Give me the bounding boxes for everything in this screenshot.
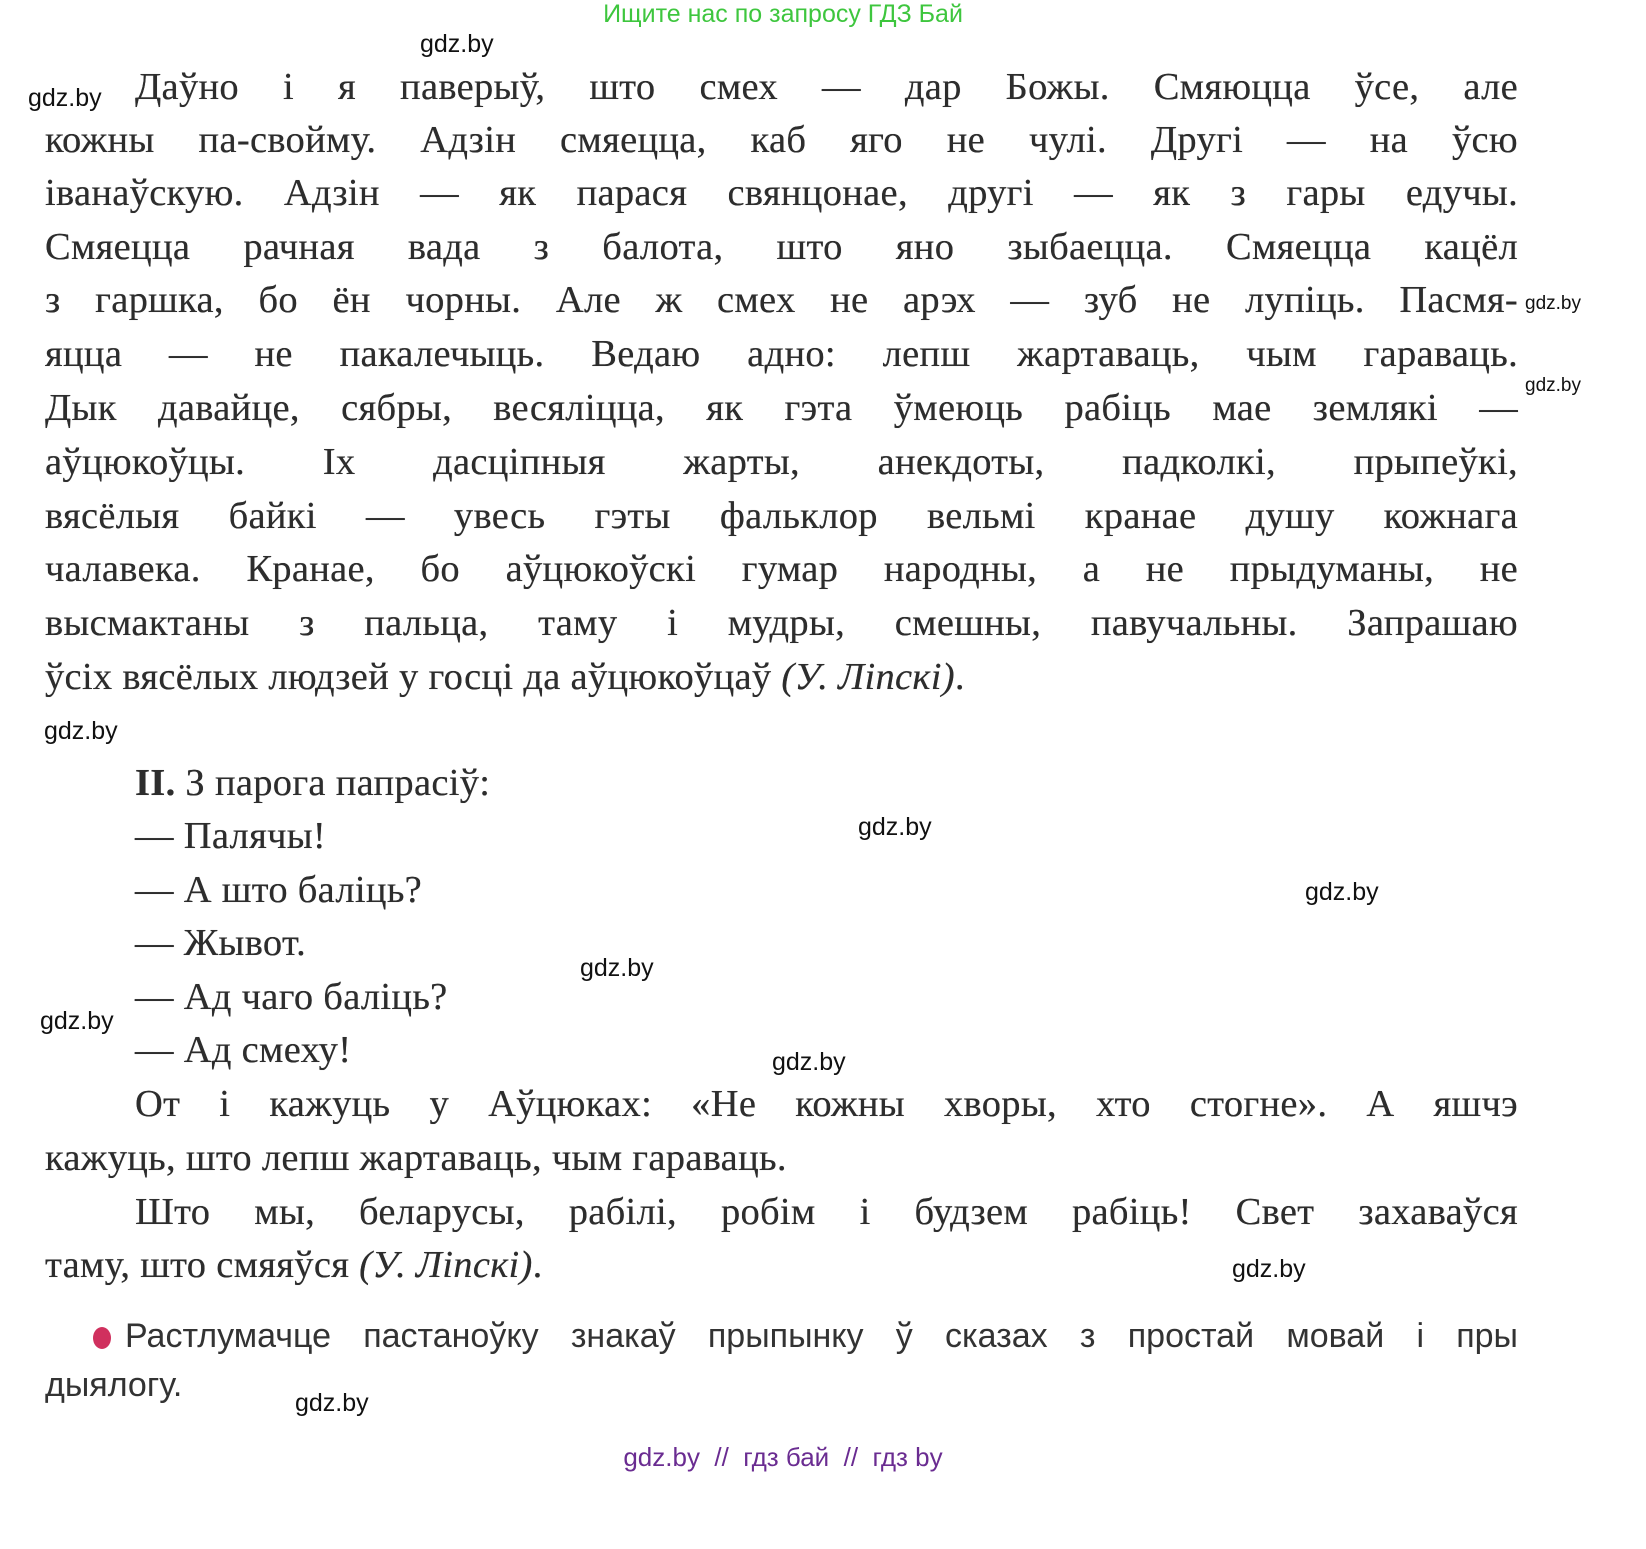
text-line: Смяецца рачная вада з балота, што яно зыбаецца. Смяецца кацёл xyxy=(45,226,1518,268)
section-heading xyxy=(135,757,1518,809)
dialogue-line: — А што баліць? xyxy=(135,869,423,911)
text-line: Што мы, беларусы, рабілі, робім і будзем рабіць! Свет захаваўся xyxy=(135,1191,1518,1233)
text-line: кажуць, што лепш жартаваць, чым гараваць. xyxy=(45,1137,787,1179)
watermark: gdz.by xyxy=(580,954,654,982)
header-banner: Ищите нас по запросу ГДЗ Бай xyxy=(603,0,963,28)
text-line: чалавека. Кранае, бо аўцюкоўскі гумар народны, а не прыдуманы, не xyxy=(45,548,1518,590)
section-number: II. xyxy=(135,762,176,804)
author-citation: (У. Ліпскі) xyxy=(359,1244,533,1286)
text-line: іванаўскую. Адзін — як парася свянцонае, другі — як з гары едучы. xyxy=(45,172,1518,214)
line-text: ўсіх вясёлых людзей у госці да аўцюкоўцаў xyxy=(45,656,782,698)
watermark: gdz.by xyxy=(772,1048,846,1076)
watermark: gdz.by xyxy=(44,717,118,745)
period: . xyxy=(532,1244,543,1286)
dialogue-line: — Жывот. xyxy=(135,922,307,964)
line-text: таму, што смяяўся xyxy=(45,1244,360,1286)
section-text: З парога папрасіў: xyxy=(175,762,491,804)
question-line: дыялогу. xyxy=(45,1366,183,1404)
text-line: Даўно і я паверыў, што смех — дар Божы. Смяюцца ўсе, але xyxy=(135,66,1518,108)
watermark: gdz.by xyxy=(1525,293,1581,314)
text-line: вясёлыя байкі — увесь гэты фальклор вельмі кранае душу кожнага xyxy=(45,495,1518,537)
watermark: gdz.by xyxy=(1305,878,1379,906)
watermark: gdz.by xyxy=(28,84,102,112)
watermark: gdz.by xyxy=(1525,375,1581,396)
dialogue-line: — Палячы! xyxy=(135,815,327,857)
text-line: От і кажуць у Аўцюках: «Не кожны хворы, хто стогне». А яшчэ xyxy=(135,1083,1518,1125)
bullet-icon xyxy=(93,1327,111,1349)
watermark: gdz.by xyxy=(858,813,932,841)
author-citation: (У. Ліпскі) xyxy=(781,656,955,698)
watermark: gdz.by xyxy=(420,30,494,58)
footer-links: gdz.by // гдз бай // гдз by xyxy=(623,1442,943,1472)
text-line: з гаршка, бо ён чорны. Але ж смех не арэх — зуб не лупіць. Пасмя- xyxy=(45,279,1518,321)
watermark: gdz.by xyxy=(1232,1255,1306,1283)
period: . xyxy=(954,656,965,698)
watermark: gdz.by xyxy=(295,1389,369,1417)
text-line: Дык давайце, сябры, весяліцца, як гэта ўмеюць рабіць мае землякі — xyxy=(45,387,1518,429)
question xyxy=(45,1312,1518,1360)
text-line: яцца — не пакалечыць. Ведаю адно: лепш жартаваць, чым гараваць. xyxy=(45,333,1518,375)
text-line: кожны па-свойму. Адзін смяецца, каб яго не чулі. Другі — на ўсю xyxy=(45,119,1518,161)
dialogue-line: — Ад чаго баліць? xyxy=(135,976,448,1018)
text-line-last xyxy=(45,651,1518,703)
question-text: Растлумачце пастаноўку знакаў прыпынку ў сказах з простай мовай і пры xyxy=(125,1317,1518,1355)
text-line: высмактаны з пальца, таму і мудры, смешны, павучальны. Запрашаю xyxy=(45,602,1518,644)
dialogue-line: — Ад смеху! xyxy=(135,1029,352,1071)
text-line: аўцюкоўцы. Іх дасціпныя жарты, анекдоты, падколкі, прыпеўкі, xyxy=(45,441,1518,483)
watermark: gdz.by xyxy=(40,1007,114,1035)
